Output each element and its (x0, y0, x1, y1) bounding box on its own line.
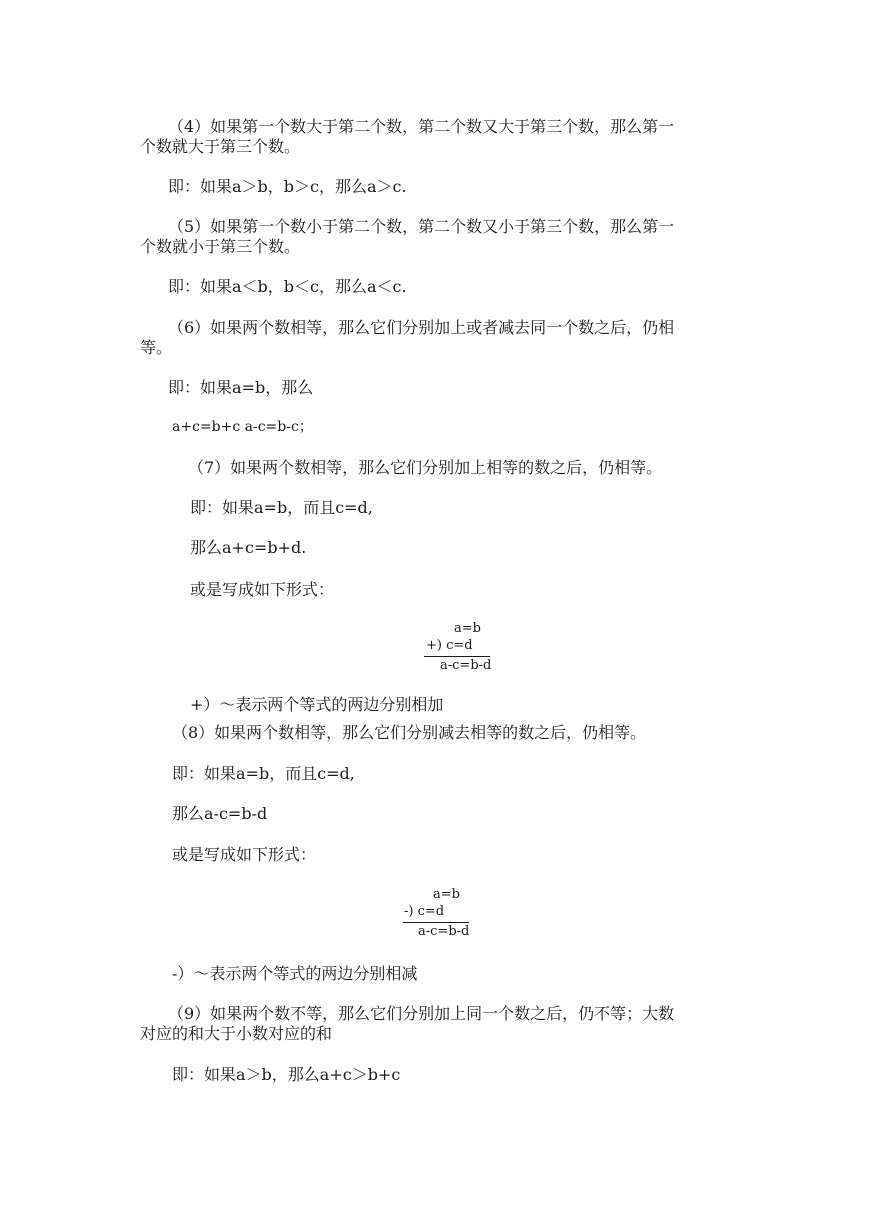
rule7-vertical-result: a-c=b-d (440, 658, 492, 673)
rule8-form-intro: 或是写成如下形式： (172, 845, 317, 864)
rule7-vertical-operator-line: +) c=d (426, 638, 473, 653)
rule7-sum-rule (424, 656, 490, 657)
rule9-line2: 对应的和大于小数对应的和 (140, 1024, 333, 1043)
rule7-conclusion: 那么a+c=b+d. (190, 538, 307, 557)
rule8-difference-rule (403, 922, 469, 923)
rule5-example: 即：如果a＜b，b＜c，那么a＜c. (168, 277, 407, 296)
rule7-note: +）～表示两个等式的两边分别相加 (190, 695, 444, 714)
rule6-line1: （6）如果两个数相等，那么它们分别加上或者减去同一个数之后，仍相 (168, 318, 675, 337)
rule8-example: 即：如果a=b，而且c=d, (172, 764, 355, 783)
rule7-line1: （7）如果两个数相等，那么它们分别加上相等的数之后，仍相等。 (188, 458, 663, 477)
rule6-formula: a+c=b+c a-c=b-c； (172, 419, 313, 435)
rule8-vertical-result: a-c=b-d (418, 924, 470, 939)
rule5-line1: （5）如果第一个数小于第二个数，第二个数又小于第三个数，那么第一 (168, 217, 675, 236)
rule9-line1: （9）如果两个数不等，那么它们分别加上同一个数之后，仍不等；大数 (168, 1004, 675, 1023)
rule8-vertical-top: a=b (433, 887, 460, 902)
rule8-vertical-operator-line: -) c=d (404, 904, 445, 919)
rule7-form-intro: 或是写成如下形式： (190, 580, 335, 599)
rule4-example: 即：如果a＞b，b＞c，那么a＞c. (168, 177, 407, 196)
rule6-example: 即：如果a=b，那么 (168, 378, 314, 397)
rule7-vertical-top: a=b (454, 621, 481, 636)
rule8-note: -）～表示两个等式的两边分别相减 (172, 964, 418, 983)
rule4-line2: 个数就大于第三个数。 (140, 137, 301, 156)
rule8-conclusion: 那么a-c=b-d (172, 804, 268, 823)
rule7-example: 即：如果a=b，而且c=d, (190, 498, 373, 517)
rule4-line1: （4）如果第一个数大于第二个数，第二个数又大于第三个数，那么第一 (168, 117, 675, 136)
rule8-line1: （8）如果两个数相等，那么它们分别减去相等的数之后，仍相等。 (172, 723, 647, 742)
rule6-line2: 等。 (140, 338, 173, 357)
rule9-example: 即：如果a＞b，那么a+c＞b+c (172, 1065, 401, 1084)
rule5-line2: 个数就小于第三个数。 (140, 237, 301, 256)
